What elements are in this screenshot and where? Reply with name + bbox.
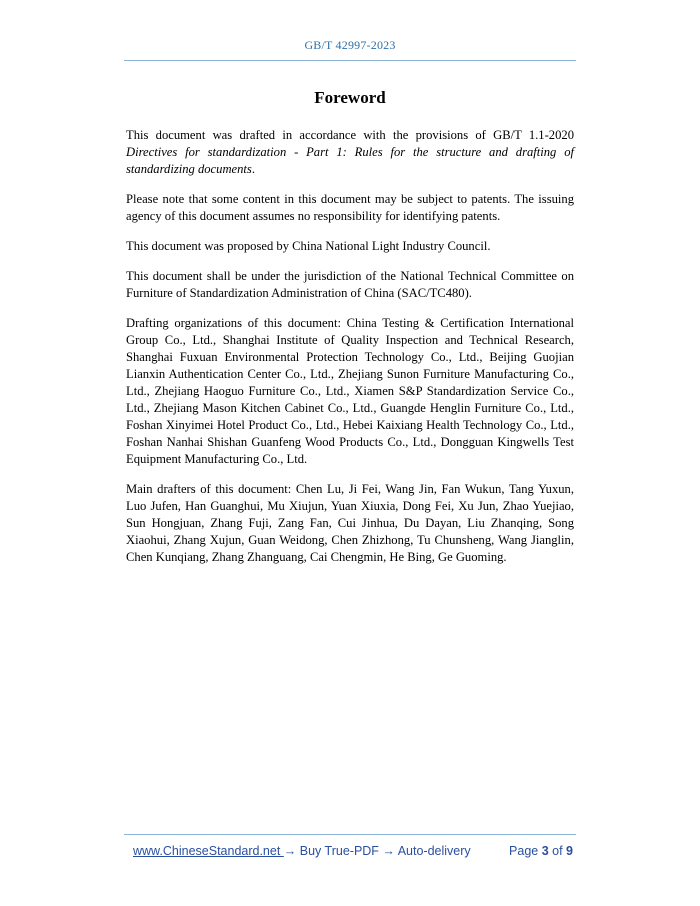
- total-page-number: 9: [566, 844, 573, 858]
- footer-divider: [124, 834, 576, 835]
- standard-code-header: GB/T 42997-2023: [304, 38, 396, 52]
- auto-delivery-text: Auto-delivery: [394, 844, 471, 858]
- current-page-number: 3: [541, 844, 549, 858]
- header-divider: [124, 60, 576, 61]
- paragraph-proposer: This document was proposed by China National Light Industry Council.: [126, 239, 491, 253]
- paragraph-jurisdiction: This document shall be under the jurisdiction of the National Technical Committee on Furniture of Standardization Administration of China (SAC/TC480).: [126, 269, 574, 300]
- page-number: [509, 844, 573, 858]
- page-label: Page: [509, 844, 542, 858]
- referenced-standard-title: Directives for standardization - Part 1: Rules for the structure and drafting of standardizing documents: [126, 145, 574, 176]
- arrow-right-icon: →: [382, 844, 395, 858]
- paragraph-drafting-basis-end: .: [251, 162, 255, 176]
- arrow-right-icon: →: [283, 844, 297, 858]
- paragraph-drafting-basis: [126, 127, 574, 178]
- paragraph-drafting-organizations: Drafting organizations of this document: China Testing & Certification International Group Co., Ltd., Shanghai Institute of Quality Inspection and Technical Research, Shanghai Fuxuan Environmental Protection Technology Co., Ltd., Beijing Guojian Lianxin Authentication Center Co., Ltd., Zhejiang Sunon Furniture Manufacturing Co., Ltd., Zhejiang Haoguo Furniture Co., Ltd., Xiamen S&P Standardization Service Co., Ltd., Zhejiang Mason Kitchen Cabinet Co., Ltd., Guangde Henglin Furniture Co., Ltd., Foshan Xinyimei Hotel Product Co., Ltd., Hebei Kaixiang Health Technology Co., Ltd., Foshan Nanhai Shishan Guanfeng Wood Products Co., Ltd., Dongguan Kingwells Test Equipment Manufacturing Co., Ltd.: [126, 316, 574, 466]
- paragraph-main-drafters: Main drafters of this document: Chen Lu, Ji Fei, Wang Jin, Fan Wukun, Tang Yuxun, Luo Jufen, Han Guanghui, Mu Xiujun, Yuan Xiuxia, Dong Fei, Xu Jun, Zhao Yuejiao, Sun Hongjuan, Zhang Fuji, Zang Fan, Cui Jinhua, Du Dayan, Liu Zhanqing, Song Xiaohui, Zhang Xujun, Guan Weidong, Chen Zhizhong, Tu Chunsheng, Wang Jianglin, Chen Kunqiang, Zhang Zhanguang, Cai Chengmin, He Bing, Ge Guoming.: [126, 482, 574, 564]
- site-link[interactable]: www.ChineseStandard.net: [133, 844, 284, 858]
- paragraph-drafting-basis-text: This document was drafted in accordance with the provisions of GB/T 1.1-2020: [126, 128, 574, 142]
- paragraph-patent-notice: Please note that some content in this document may be subject to patents. The issuing agency of this document assumes no responsibility for identifying patents.: [126, 192, 574, 223]
- footer-promo: [133, 844, 471, 858]
- page-title: Foreword: [314, 88, 386, 107]
- foreword-body: [126, 127, 574, 579]
- page-of-label: of: [548, 844, 567, 858]
- buy-true-pdf-text: Buy True-PDF: [296, 844, 383, 858]
